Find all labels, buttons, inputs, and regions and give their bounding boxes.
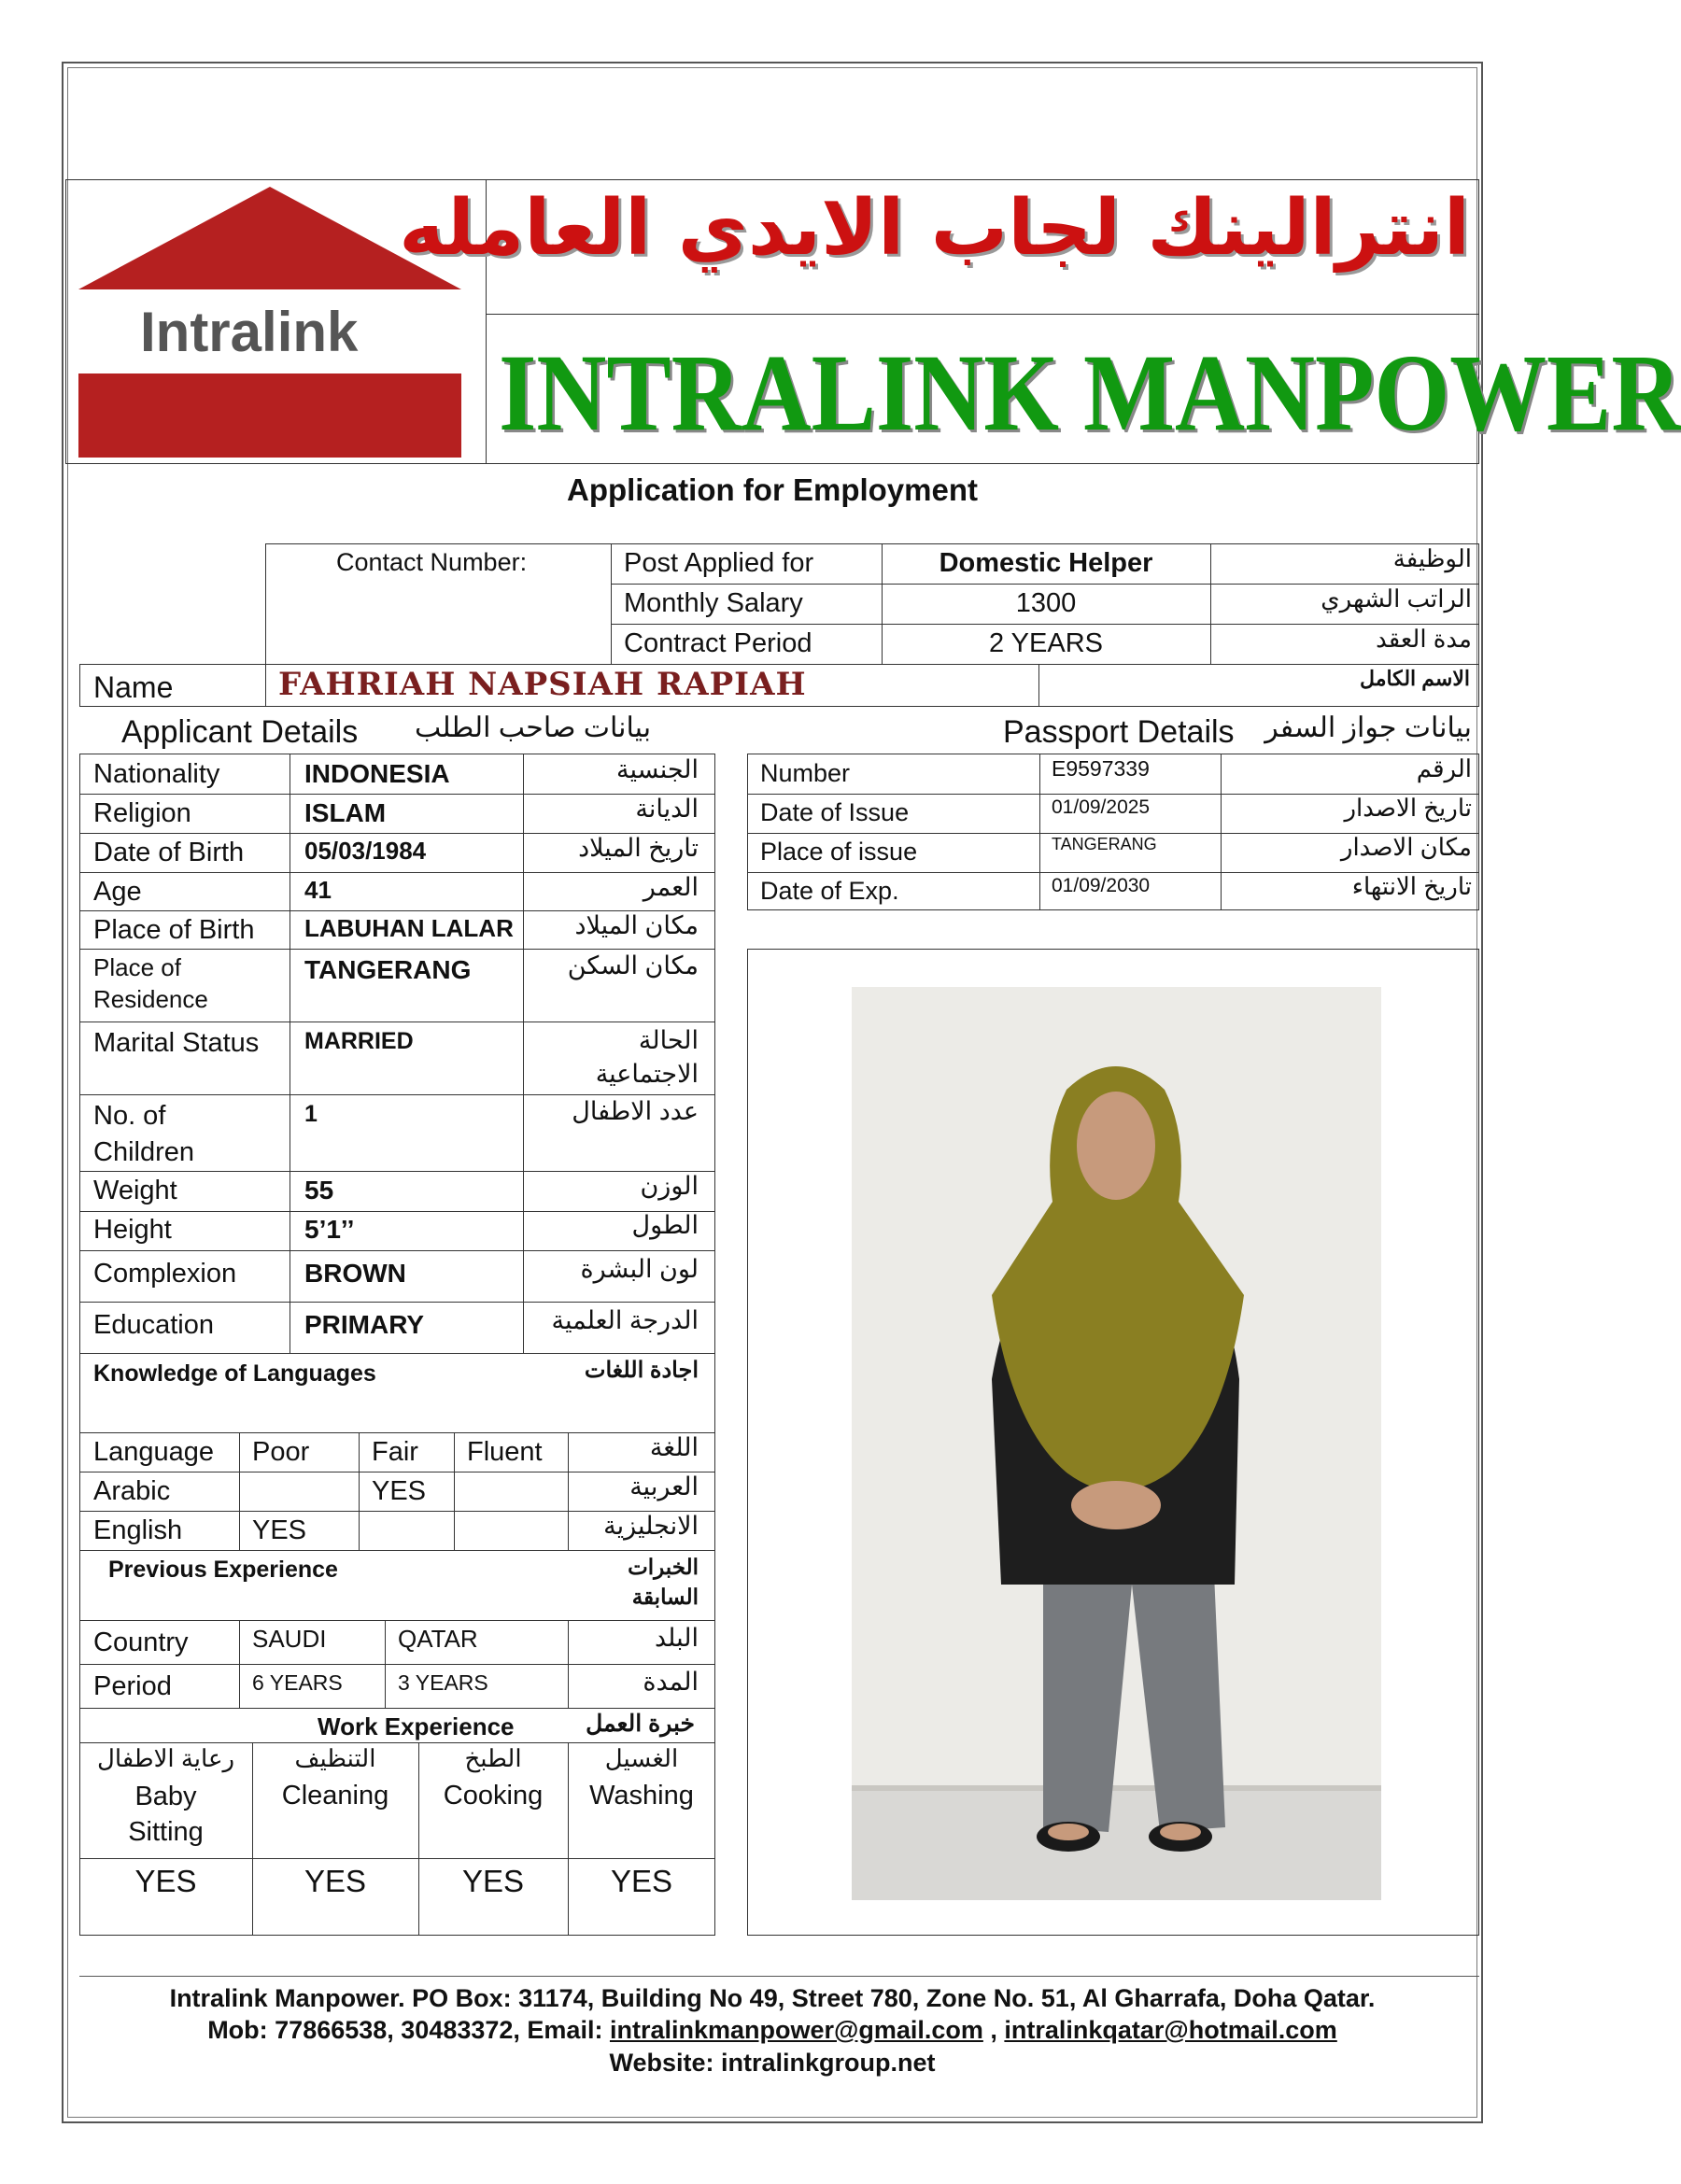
complexion-label: Complexion [93,1259,237,1289]
arabic-title: انترالينك لجاب الايدي العامله [399,184,1470,273]
country-label: Country [93,1627,189,1657]
passport-number-value: E9597339 [1052,756,1150,781]
work-babysitting-label: Baby Sitting [128,1782,204,1847]
work-cooking-ar: الطبخ [464,1744,522,1772]
place-of-residence-value: TANGERANG [304,955,472,984]
children-label: No. of Children [93,1101,194,1168]
work-washing-ar: الغسيل [604,1744,679,1772]
education-ar: الدرجة العلمية [551,1306,699,1334]
place-of-birth-value: LABUHAN LALAR [304,914,514,942]
passport-heading: Passport Details [1003,714,1235,750]
work-cleaning-label: Cleaning [281,1781,389,1811]
lang-header-language: Language [93,1437,215,1467]
place-of-birth-label: Place of Birth [93,915,255,945]
english-title: INTRALINK MANPOWER [499,331,1681,454]
passport-exp-value: 01/09/2030 [1052,875,1151,896]
age-ar: العمر [643,873,699,901]
passport-issue-place-label: Place of issue [760,838,918,866]
footer-contact-line [0,2015,1545,2045]
nationality-label: Nationality [93,759,220,789]
period-2: 3 YEARS [398,1670,488,1695]
weight-value: 55 [304,1176,334,1205]
contract-period-value: 2 YEARS [989,628,1103,658]
passport-number-label: Number [760,759,851,787]
lang-english-ar: الانجليزية [603,1512,699,1540]
lang-english-poor: YES [252,1515,307,1545]
post-applied-value: Domestic Helper [939,548,1153,578]
contract-period-label: Contract Period [624,628,812,658]
children-value: 1 [304,1101,318,1127]
footer-website[interactable]: Website: intralinkgroup.net [609,2049,936,2077]
languages-heading: Knowledge of Languages [93,1360,376,1387]
work-cooking-label: Cooking [443,1781,544,1811]
footer-divider [79,1976,1479,1977]
country-2: QATAR [398,1625,478,1653]
monthly-salary-ar: الراتب الشهري [1321,585,1472,613]
name-label: Name [93,670,174,704]
weight-label: Weight [93,1176,177,1205]
education-value: PRIMARY [304,1310,425,1339]
education-label: Education [93,1310,214,1340]
lang-english-label: English [93,1515,183,1545]
place-of-residence-label: Place of Residence [93,953,208,1013]
work-washing-label: Washing [589,1781,694,1811]
period-ar: المدة [643,1668,699,1696]
children-ar: عدد الاطفال [572,1097,699,1125]
footer-email-separator: , [982,2016,1005,2044]
applicant-photo [852,987,1381,1900]
logo-text: Intralink [140,301,359,363]
height-value: 5’1’’ [304,1215,355,1244]
country-ar: البلد [655,1624,699,1652]
name-ar: الاسم الكامل [1360,667,1470,690]
nationality-value: INDONESIA [304,759,450,788]
height-ar: الطول [631,1211,699,1239]
passport-heading-ar: بيانات جواز السفر [1264,712,1472,743]
monthly-salary-value: 1300 [1015,588,1077,618]
lang-header-ar: اللغة [649,1433,699,1461]
lang-arabic-label: Arabic [93,1476,171,1506]
post-applied-ar: الوظيفة [1392,544,1472,572]
passport-issue-place-value: TANGERANG [1052,835,1157,853]
dob-ar: تاريخ الميلاد [578,834,699,862]
work-cleaning-ar: التنظيف [294,1744,376,1772]
experience-heading: Previous Experience [108,1557,338,1583]
languages-heading-ar: اجادة اللغات [584,1358,699,1383]
experience-heading-ar: الخبرات السابقة [628,1555,699,1610]
marital-status-ar: الحالة الاجتماعية [595,1026,699,1089]
passport-issue-date-ar: تاريخ الاصدار [1344,794,1472,822]
dob-value: 05/03/1984 [304,837,427,865]
lang-header-fluent: Fluent [467,1437,543,1467]
period-label: Period [93,1671,172,1701]
passport-issue-place-ar: مكان الاصدار [1340,833,1472,861]
passport-issue-date-label: Date of Issue [760,798,910,826]
work-heading: Work Experience [318,1712,515,1740]
work-cooking-value: YES [461,1864,525,1898]
passport-exp-label: Date of Exp. [760,877,899,905]
work-heading-ar: خبرة العمل [586,1711,695,1737]
work-babysitting-ar: رعاية الاطفال [96,1744,235,1772]
footer-mobile: Mob: 77866538, 30483372, Email: [207,2016,610,2044]
passport-issue-date-value: 01/09/2025 [1052,796,1151,818]
footer-email-2[interactable]: intralinkqatar@hotmail.com [1004,2016,1337,2044]
lang-arabic-fair: YES [372,1476,427,1506]
work-washing-value: YES [610,1864,673,1898]
applicant-heading: Applicant Details [121,714,359,750]
contact-label: Contact Number: [336,548,528,576]
passport-number-ar: الرقم [1416,754,1472,782]
complexion-ar: لون البشرة [580,1255,699,1283]
applicant-heading-ar: بيانات صاحب الطلب [415,712,652,743]
contract-period-ar: مدة العقد [1376,625,1472,653]
person-photo-icon [852,987,1381,1900]
lang-header-fair: Fair [372,1437,418,1467]
marital-status-value: MARRIED [304,1028,414,1054]
lang-header-poor: Poor [252,1437,310,1467]
footer-address: Intralink Manpower. PO Box: 31174, Building No 49, Street 780, Zone No. 51, Al Gharrafa, Doha Qatar. [169,1984,1376,2012]
period-1: 6 YEARS [252,1670,343,1695]
work-babysitting-value: YES [134,1864,197,1898]
age-label: Age [93,877,142,907]
form-title: Application for Employment [566,472,979,507]
weight-ar: الوزن [640,1172,699,1200]
country-1: SAUDI [252,1625,327,1653]
work-cleaning-value: YES [304,1864,367,1898]
height-label: Height [93,1215,172,1245]
religion-label: Religion [93,798,191,828]
age-value: 41 [304,876,332,904]
post-applied-label: Post Applied for [624,548,814,578]
footer-email-1[interactable]: intralinkmanpower@gmail.com [609,2016,983,2044]
place-of-residence-ar: مكان السكن [567,951,699,979]
monthly-salary-label: Monthly Salary [624,588,803,618]
complexion-value: BROWN [304,1259,406,1288]
name-value: FAHRIAH NAPSIAH RAPIAH [278,666,807,703]
dob-label: Date of Birth [93,838,245,867]
nationality-ar: الجنسية [615,755,699,783]
passport-exp-ar: تاريخ الانتهاء [1351,872,1472,900]
religion-value: ISLAM [304,798,387,827]
lang-arabic-ar: العربية [629,1472,699,1501]
place-of-birth-ar: مكان الميلاد [574,911,699,939]
religion-ar: الديانة [635,795,699,823]
marital-status-label: Marital Status [93,1028,260,1058]
